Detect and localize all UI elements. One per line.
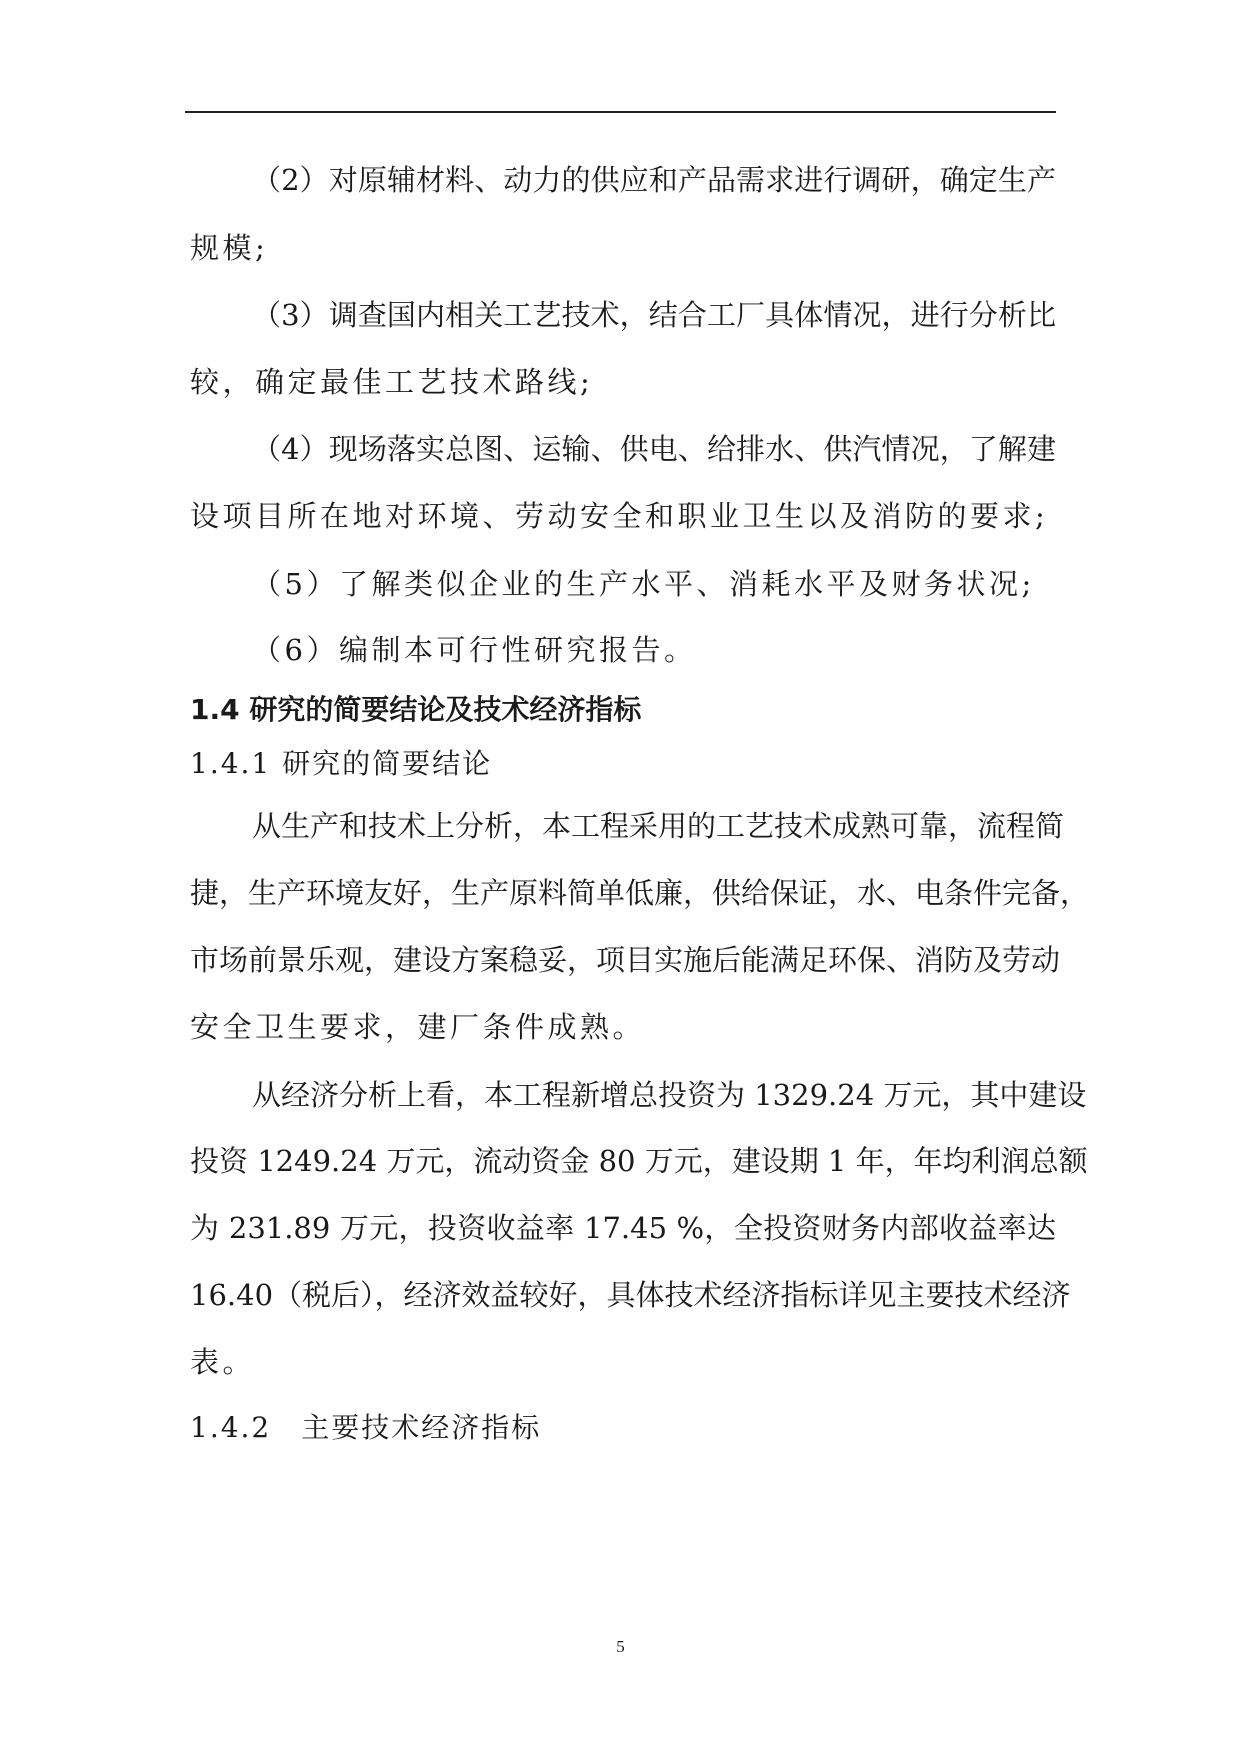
subsection-heading-2: 1.4.2 主要技术经济指标 (190, 1411, 542, 1444)
list-item-4-line-1: （4）现场落实总图、运输、供电、给排水、供汽情况，了解建 (252, 432, 1056, 466)
paragraph-1-line-1: 从生产和技术上分析，本工程采用的工艺技术成熟可靠，流程简 (252, 809, 1065, 843)
list-item-2-line-2: 规模; (190, 231, 269, 265)
list-item-3-line-1: （3）调查国内相关工艺技术，结合工厂具体情况，进行分析比 (252, 298, 1056, 332)
paragraph-2-line-3: 为 231.89 万元，投资收益率 17.45 %，全投资财务内部收益率达 (190, 1211, 1056, 1245)
section-heading: 1.4 研究的简要结论及技术经济指标 (190, 693, 642, 726)
paragraph-1-line-4: 安全卫生要求，建厂条件成熟。 (190, 1010, 646, 1044)
paragraph-2-line-1: 从经济分析上看，本工程新增总投资为 1329.24 万元，其中建设 (252, 1078, 1087, 1112)
list-item-2-line-1: （2）对原辅材料、动力的供应和产品需求进行调研，确定生产 (252, 163, 1056, 197)
header-rule (185, 111, 1056, 113)
list-item-6: （6）编制本可行性研究报告。 (252, 633, 697, 667)
page-number: 5 (616, 1637, 625, 1656)
paragraph-2-line-2: 投资 1249.24 万元，流动资金 80 万元，建设期 1 年，年均利润总额 (190, 1144, 1088, 1178)
paragraph-2-line-5: 表。 (190, 1345, 256, 1379)
list-item-5: （5）了解类似企业的生产水平、消耗水平及财务状况; (252, 567, 1035, 601)
paragraph-1-line-2: 捷，生产环境友好，生产原料简单低廉，供给保证，水、电条件完备， (190, 876, 1090, 910)
list-item-3-line-2: 较，确定最佳工艺技术路线; (190, 365, 594, 399)
paragraph-1-line-3: 市场前景乐观，建设方案稳妥，项目实施后能满足环保、消防及劳动 (190, 943, 1061, 977)
paragraph-2-line-4: 16.40（税后），经济效益较好，具体技术经济指标详见主要技术经济 (190, 1278, 1071, 1312)
list-item-4-line-2: 设项目所在地对环境、劳动安全和职业卫生以及消防的要求; (190, 499, 1049, 533)
subsection-heading-1: 1.4.1 研究的简要结论 (190, 747, 493, 780)
